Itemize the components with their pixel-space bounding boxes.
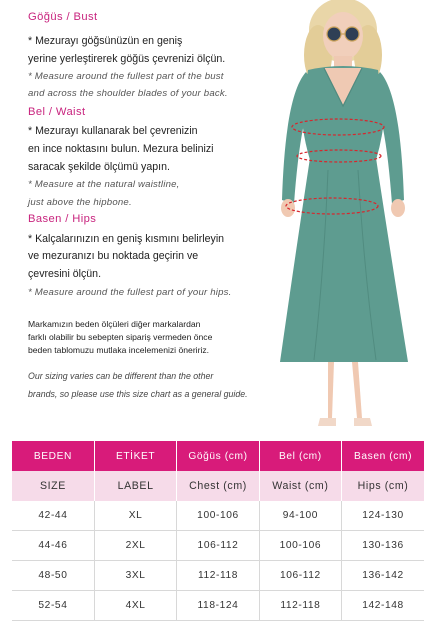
brand-note-line: beden tablomuzu mutlaka incelemenizi öneririz. [28, 345, 210, 355]
table-cell: 136-142 [342, 561, 424, 591]
table-cell: 94-100 [259, 501, 341, 531]
table-cell: 118-124 [177, 591, 259, 621]
hips-instruction-line: çevresini ölçün. [28, 268, 102, 280]
table-row [12, 561, 424, 591]
hips-heading: Basen / Hips [28, 213, 97, 225]
header-cell-gogus: Göğüs (cm) [177, 441, 259, 471]
waist-instruction-en: * Measure at the natural waistline, [28, 179, 180, 190]
header-cell-bel: Bel (cm) [259, 441, 341, 471]
hips-instruction-line: ve mezuranızı bu noktada geçirin ve [28, 250, 199, 262]
header-cell-beden: BEDEN [12, 441, 94, 471]
table-cell: 100-106 [177, 501, 259, 531]
model-illustration [258, 0, 424, 432]
table-cell: XL [94, 501, 176, 531]
header-cell-waist: Waist (cm) [259, 471, 341, 501]
table-cell: 52-54 [12, 591, 94, 621]
table-cell: 112-118 [177, 561, 259, 591]
waist-instruction-line: * Mezurayı kullanarak bel çevrenizin [28, 125, 198, 137]
table-cell: 106-112 [177, 531, 259, 561]
hips-instruction-line: * Kalçalarınızın en geniş kısmını belirleyin [28, 233, 225, 245]
bust-instruction-line: yerine yerleştirerek göğüs çevrenizi ölçün. [28, 53, 226, 65]
table-cell: 100-106 [259, 531, 341, 561]
waist-instruction-line: en ince noktasını bulun. Mezura belinizi [28, 143, 214, 155]
table-cell: 142-148 [342, 591, 424, 621]
table-cell: 4XL [94, 591, 176, 621]
sizing-guide-line: brands, so please use this size chart as a general guide. [28, 389, 248, 399]
header-cell-hips: Hips (cm) [342, 471, 424, 501]
waist-instruction-line: saracak şekilde ölçümü yapın. [28, 161, 170, 173]
waist-instruction-en: just above the hipbone. [28, 197, 132, 208]
header-cell-etiket: ETİKET [94, 441, 176, 471]
bust-instruction-line: * Mezurayı göğsünüzün en geniş [28, 35, 183, 47]
table-cell: 2XL [94, 531, 176, 561]
table-cell: 3XL [94, 561, 176, 591]
table-row [12, 501, 424, 531]
table-row [12, 591, 424, 621]
bust-instruction-en: and across the shoulder blades of your back. [28, 88, 228, 99]
brand-note-line: Markamızın beden ölçüleri diğer markalardan [28, 319, 201, 329]
size-chart-table [12, 441, 424, 621]
bust-heading: Göğüs / Bust [28, 11, 98, 23]
table-cell: 42-44 [12, 501, 94, 531]
table-cell: 106-112 [259, 561, 341, 591]
table-cell: 124-130 [342, 501, 424, 531]
table-header-row-en [12, 471, 424, 501]
table-row [12, 531, 424, 561]
header-cell-label: LABEL [94, 471, 176, 501]
table-cell: 130-136 [342, 531, 424, 561]
sizing-guide-line: Our sizing varies can be different than the other [28, 371, 214, 381]
brand-note-line: farklı olabilir bu sebepten sipariş vermeden önce [28, 332, 213, 342]
table-cell: 112-118 [259, 591, 341, 621]
bust-instruction-en: * Measure around the fullest part of the bust [28, 71, 224, 82]
header-cell-size: SIZE [12, 471, 94, 501]
waist-heading: Bel / Waist [28, 106, 86, 118]
table-cell: 48-50 [12, 561, 94, 591]
table-cell: 44-46 [12, 531, 94, 561]
header-cell-basen: Basen (cm) [342, 441, 424, 471]
hips-instruction-en: * Measure around the fullest part of your hips. [28, 287, 232, 298]
table-header-row-tr [12, 441, 424, 471]
header-cell-chest: Chest (cm) [177, 471, 259, 501]
